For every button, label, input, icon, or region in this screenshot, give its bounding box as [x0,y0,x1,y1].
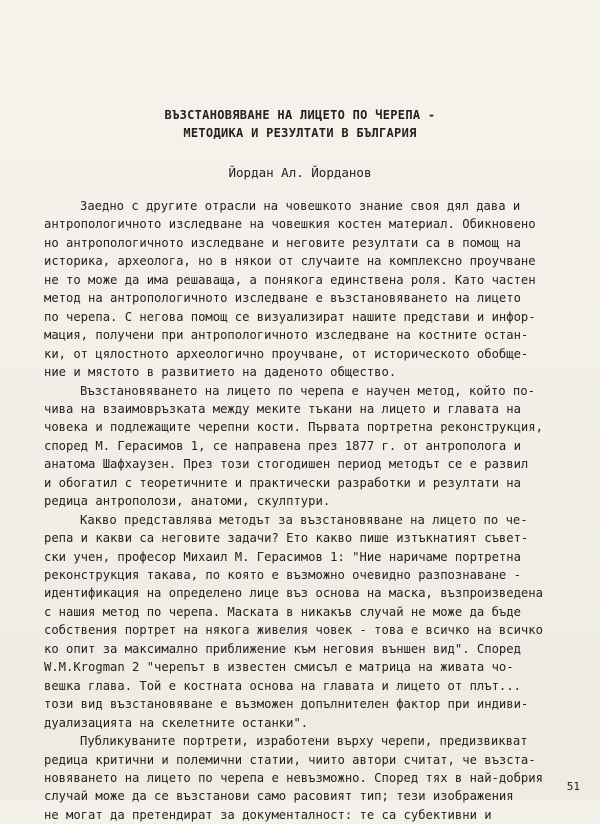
text-line: Заедно с другите отрасли на човешкото знание своя дял дава и [80,199,521,213]
text-line: не могат да претендират за документалност: те са субективни и [44,807,492,822]
text-line: с нашия метод по черепа. Маската в никакъв случай не може да бъде [44,604,521,619]
text-line: редица антрополози, анатоми, скулптури. [44,494,331,509]
text-line: Възстановяването на лицето по черепа е научен метод, който по- [80,383,535,398]
text-line: случай може да се възстанови само расовият тип; тези изображения [44,789,514,804]
text-line: редица критични и полемични статии, чиито автори считат, че възста- [44,752,536,767]
author-name: Йордан Ал. Йорданов [228,165,372,180]
text-line: вешка глава. Той е костната основа на главата и лицето от плът... [44,678,521,693]
text-line: новяването на лицето по черепа е невъзможно. Според тях в най-добрия [44,770,543,785]
text-line: репа и какви са неговите задачи? Ето какво пише изтъкнатият съвет- [44,531,529,546]
text-line: но антропологичното изследване и неговите резултати са в помощ на [44,235,521,250]
text-line: антропологичното изследване на човешкия костен материал. Обикновено [44,217,536,232]
text-line: и обогатил с теоретичните и практически разработки и резултати на [44,475,521,490]
text-line: според М. Герасимов 1, се направена през 1877 г. от антрополога и [44,438,521,453]
text-line: чива на взаимовръзката между меките тъкани на лицето и главата на [44,401,521,416]
text-line: ние и мястото в развитието на даденото общество. [44,365,397,380]
text-line: дуализацията на скелетните останки". [44,715,309,730]
text-line: W.M.Krogman 2 "черепът в известен смисъл е матрица на живата чо- [44,660,514,675]
text-line: историка, археолога, но в някои от случаите на комплексно проучване [44,254,536,269]
text-line: не то може да има решаваща, а понякога единствена роля. Като частен [44,272,536,287]
text-line: анатома Шафхаузен. През този стогодишен период методът се е развил [44,457,529,472]
title-line-2: МЕТОДИКА И РЕЗУЛТАТИ В БЪЛГАРИЯ [183,126,417,140]
page-number: 51 [566,780,580,793]
text-line: ки, от цялостното археологично проучване, от историческото обобще- [44,346,529,361]
text-line: собствения портрет на някога живелия човек - това е всичко на всичко [44,623,543,638]
text-line: Какво представлява методът за възстановяване на лицето по че- [80,512,528,527]
text-line: този вид възстановяване е възможен допълнителен фактор при индиви- [44,697,529,712]
title-line-1: ВЪЗСТАНОВЯВАНЕ НА ЛИЦЕТО ПО ЧЕРЕПА - [164,108,436,122]
text-line: ски учен, професор Михаил М. Герасимов 1: "Ние наричаме портретна [44,549,521,564]
text-line: реконструкция такава, по която е възможно очевидно разпознаване - [44,568,521,582]
text-line: човека и подлежащите черепни кости. Първата портретна реконструкция, [44,420,543,435]
text-line: ко опит за максимално приближение към неговия външен вид". Според [44,641,521,656]
text-line: по черепа. С негова помощ се визуализират нашите представи и инфор- [44,309,536,324]
text-line: метод на антропологичното изследване е възстановяването на лицето [44,291,521,306]
text-line: Публикуваните портрети, изработени върху черепи, предизвикват [80,734,528,749]
text-line: идентификация на определено лице въз основа на маска, възпроизведена [44,586,543,601]
text-line: мация, получени при антропологичното изследване на костните остан- [44,328,529,343]
